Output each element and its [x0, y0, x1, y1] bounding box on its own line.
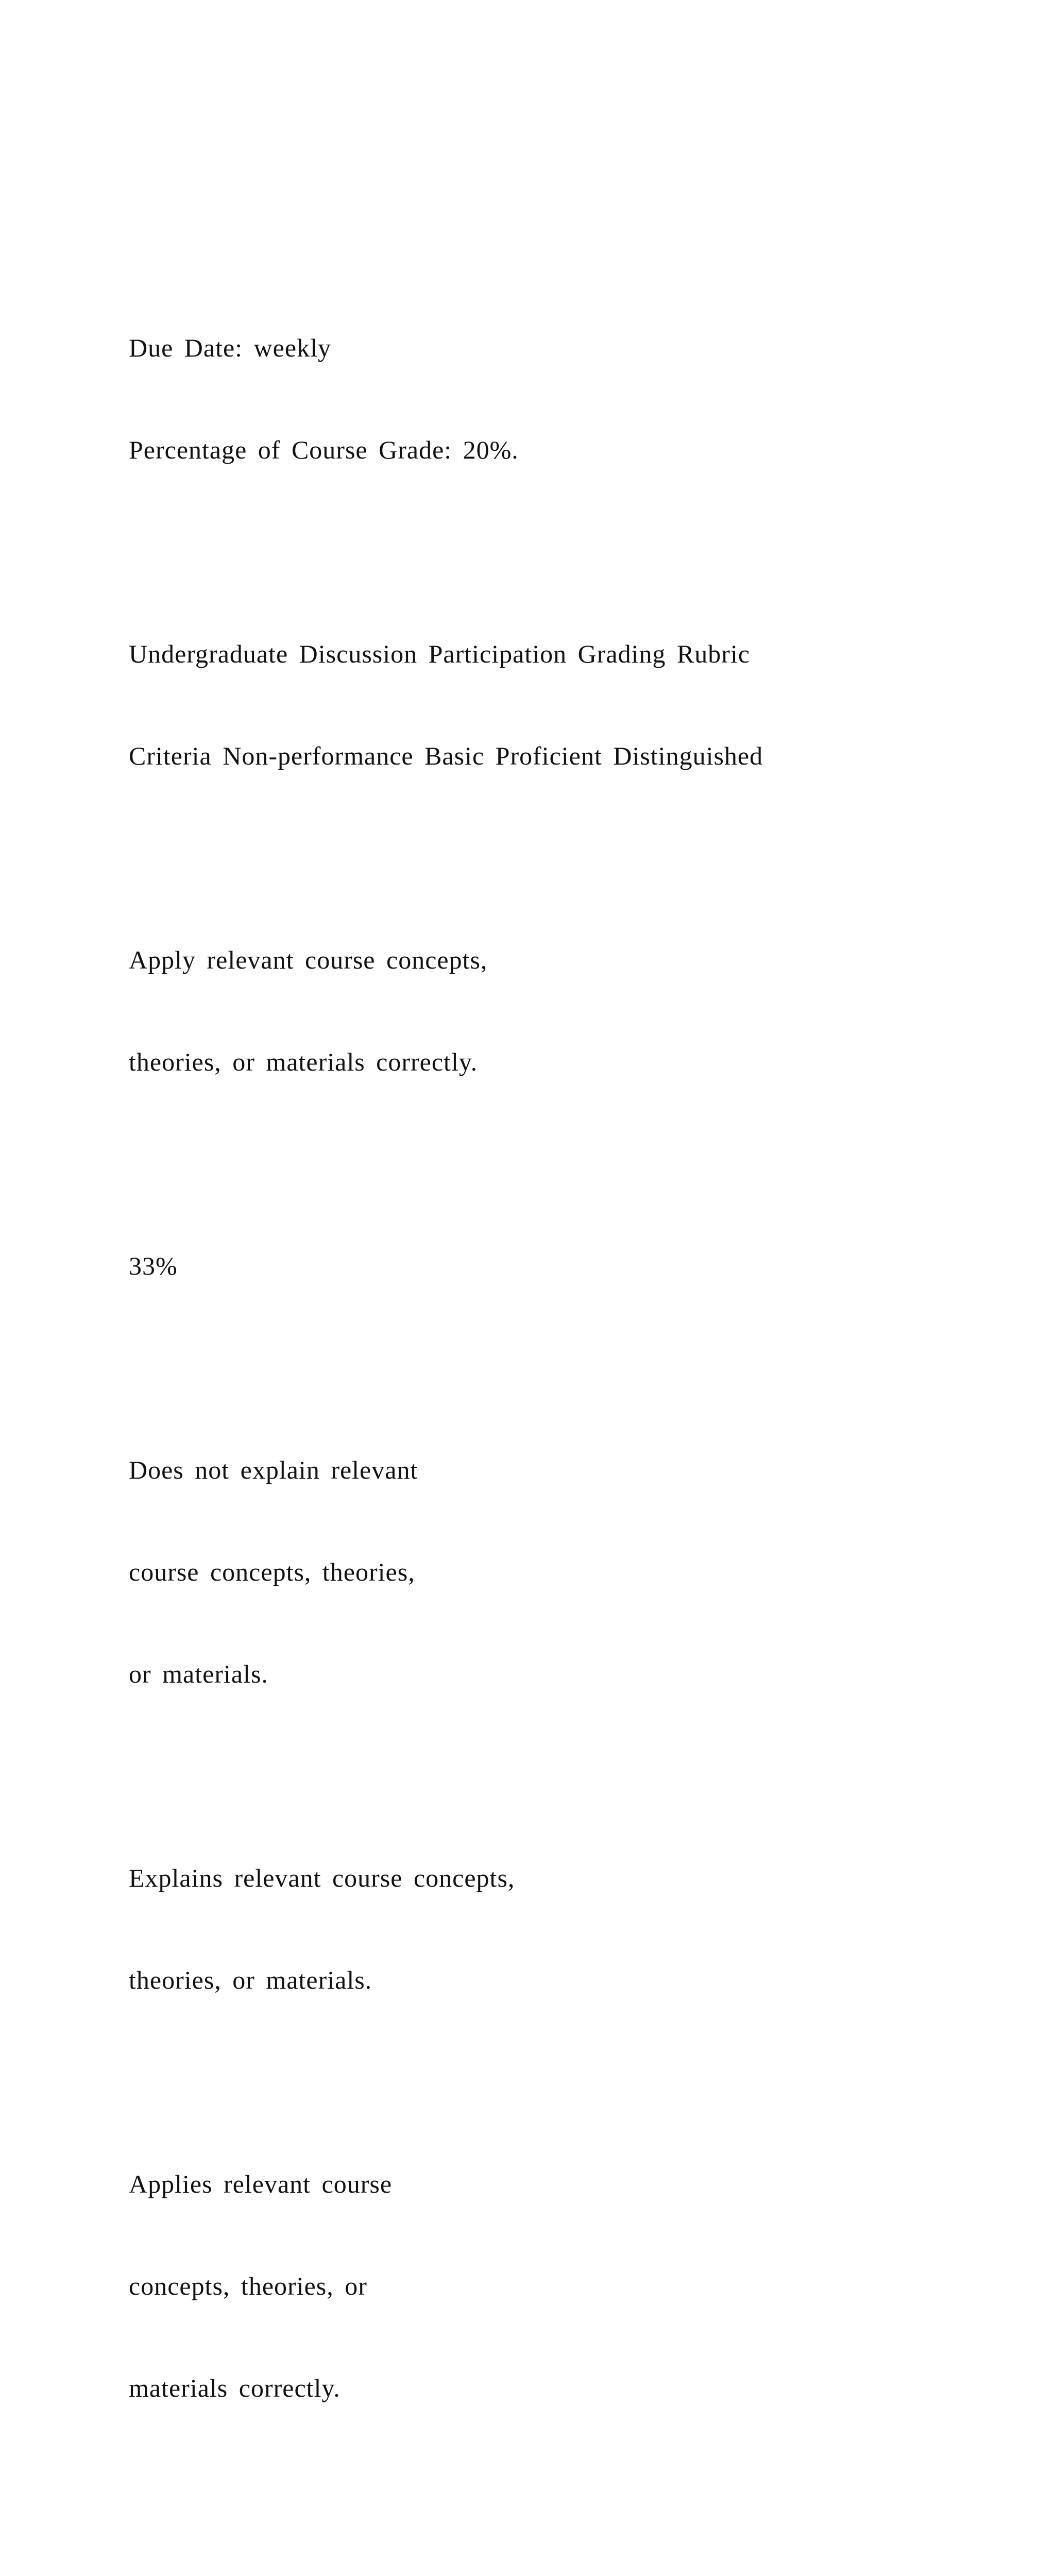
blank-line — [129, 1351, 763, 1385]
blank-line — [129, 535, 763, 569]
due-date-line: Due Date: weekly — [129, 333, 331, 362]
rubric-column-headers: Criteria Non-performance Basic Proficient Distinguished — [129, 741, 763, 770]
proficient-line-3: materials correctly. — [129, 2374, 341, 2402]
proficient-line-2: concepts, theories, or — [129, 2272, 367, 2300]
criterion-1-weight: 33% — [129, 1251, 178, 1280]
non-performance-line-1: Does not explain relevant — [129, 1455, 418, 1484]
non-performance-line-3: or materials. — [129, 1659, 268, 1688]
criterion-1-line-1: Apply relevant course concepts, — [129, 945, 488, 974]
blank-line — [129, 1759, 763, 1793]
distinguished-line-1 — [129, 2575, 763, 2576]
blank-line — [129, 841, 763, 875]
blank-line — [129, 1147, 763, 1181]
rubric-title: Undergraduate Discussion Participation Grading Rubric — [129, 639, 751, 668]
document-body — [129, 263, 763, 2576]
course-grade-percentage-line: Percentage of Course Grade: 20%. — [129, 435, 519, 464]
basic-line-1: Explains relevant course concepts, — [129, 1863, 515, 1892]
basic-line-2: theories, or materials. — [129, 1965, 372, 1994]
blank-line — [129, 2473, 763, 2507]
blank-line — [129, 2065, 763, 2099]
criterion-1-line-2: theories, or materials correctly. — [129, 1047, 478, 1076]
non-performance-line-2: course concepts, theories, — [129, 1557, 415, 1586]
proficient-line-1: Applies relevant course — [129, 2170, 393, 2198]
